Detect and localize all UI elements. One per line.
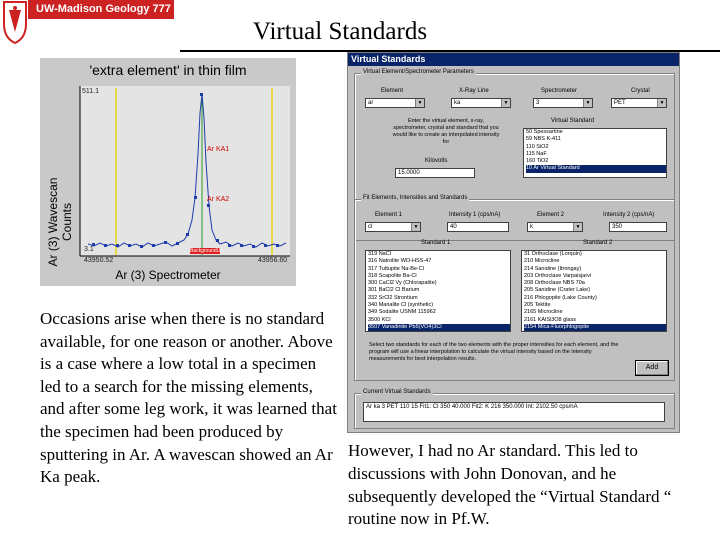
standard1-label: Standard 1 bbox=[421, 240, 451, 246]
kilovolts-input[interactable]: 15.0000 bbox=[395, 168, 475, 178]
add-button[interactable]: Add bbox=[635, 360, 669, 376]
list-item[interactable]: 160 TiO2 bbox=[526, 158, 549, 165]
wavescan-plot bbox=[40, 58, 296, 286]
list-item[interactable]: 332 SrCl2 Strontium bbox=[368, 294, 418, 301]
ytick-bottom: 3.1 bbox=[84, 246, 94, 253]
virtual-element-group-label: Virtual Element/Spectrometer Parameters bbox=[363, 69, 474, 75]
intensity1-label: Intensity 1 (cps/nA) bbox=[449, 212, 501, 218]
kilovolts-label: Kilovolts bbox=[425, 158, 448, 164]
list-item[interactable]: 340 Marialite Cl (synthetic) bbox=[368, 302, 434, 309]
list-item[interactable]: 210 Microcline bbox=[524, 258, 560, 265]
spectrometer-combo[interactable]: 3 ▼ bbox=[533, 98, 593, 108]
background-marker-label: BackgroundUp bbox=[190, 248, 224, 254]
list-item[interactable]: 50 Spessartine bbox=[526, 129, 563, 135]
list-item[interactable]: 203 Orthoclase Varpaisjarvi bbox=[524, 272, 592, 279]
standard1-list[interactable] bbox=[365, 250, 511, 332]
list-item[interactable]: 316 Natrolite WO-HSS-47 bbox=[368, 258, 432, 265]
list-item[interactable]: 2165 Microcline bbox=[524, 309, 563, 316]
list-item[interactable]: 318 Scapolite Ba-Cl bbox=[368, 272, 417, 279]
list-item[interactable]: 301 BaCl2 Cl Barium bbox=[368, 287, 420, 294]
crystal-combo[interactable]: PET ▼ bbox=[611, 98, 667, 108]
list-item[interactable]: 110 SiO2 bbox=[526, 143, 549, 150]
list-item[interactable]: 208 Orthoclase NBS 70a bbox=[524, 280, 585, 287]
list-item[interactable]: 317 Tuttupite Na-Be-Cl bbox=[368, 265, 424, 272]
intensity2-label: Intensity 2 (cps/nA) bbox=[603, 212, 655, 218]
chevron-down-icon: ▼ bbox=[501, 99, 510, 107]
left-paragraph: Occasions arise when there is no standard available, for one reason or another. Above is a case where a low total in a specimen led to a search for the missing elements, and after some leg work, it was learned that the specimen had been produced by sputtering in Ar. A wavescan showed an Ar Ka peak. bbox=[40, 309, 337, 487]
chart-xlabel: Ar (3) Spectrometer bbox=[115, 268, 221, 282]
standard2-label: Standard 2 bbox=[583, 240, 613, 246]
chart-title: 'extra element' in thin film bbox=[89, 62, 247, 78]
plot-area bbox=[80, 86, 290, 256]
list-item-selected[interactable]: 3507 Vanadinite Pb5(VO4)3Cl bbox=[368, 324, 510, 331]
course-badge: UW-Madison Geology 777 bbox=[28, 0, 174, 19]
xtick-right: 43956.60 bbox=[258, 257, 288, 264]
element1-label: Element 1 bbox=[375, 212, 403, 218]
current-virtual-standards-group bbox=[354, 389, 675, 429]
list-item[interactable]: 216 Phlogopite (Lake County) bbox=[524, 294, 597, 301]
standard2-list[interactable] bbox=[521, 250, 667, 332]
fit-elements-group-label: Fit Elements, Intensities and Standards bbox=[363, 195, 468, 201]
xray-line-label: X-Ray Line bbox=[459, 88, 489, 94]
wavescan-chart bbox=[40, 58, 296, 286]
chevron-down-icon: ▼ bbox=[573, 223, 582, 231]
list-item-selected[interactable]: 2154 Mica-Fluorphlogopite bbox=[524, 324, 666, 331]
virtual-element-description: Enter the virtual element, x-ray, spectrometer, crystal and standard that you would like to create an interpolated intensity for bbox=[392, 118, 500, 145]
xray-line-combo[interactable]: ka ▼ bbox=[451, 98, 511, 108]
spectrometer-label: Spectrometer bbox=[541, 88, 578, 94]
list-item[interactable]: 3500 KCl bbox=[368, 316, 391, 323]
right-paragraph: However, I had no Ar standard. This led to discussions with John Donovan, and he subsequently developed the “Virtual Standard “ routine now in Pf.W. bbox=[348, 441, 672, 529]
element1-combo[interactable]: cl ▼ bbox=[365, 222, 421, 232]
peak-label-ka1: Ar KA1 bbox=[207, 146, 230, 153]
intensity2-input[interactable]: 350 bbox=[609, 222, 667, 232]
crystal-label: Crystal bbox=[631, 88, 650, 94]
list-item[interactable]: Ar ka 3 PET 110 15 Fit1: Cl 350 40.000 Fit2: K 216 350.000 Int: 2102.50 cps/nA bbox=[366, 404, 578, 410]
virtual-standard-list[interactable] bbox=[523, 128, 667, 178]
list-item[interactable]: 300 CaCl2 Vy (Chlorapatite) bbox=[368, 280, 437, 287]
virtual-standards-dialog bbox=[347, 52, 680, 433]
dialog-titlebar: Virtual Standards bbox=[348, 53, 679, 66]
chevron-down-icon: ▼ bbox=[411, 223, 420, 231]
element-label: Element bbox=[381, 88, 404, 94]
list-item[interactable]: 319 NaCl bbox=[368, 251, 391, 257]
current-virtual-standards-list[interactable] bbox=[363, 402, 665, 422]
peak-label-ka2: Ar KA2 bbox=[207, 196, 230, 203]
ytick-top: 511.1 bbox=[82, 88, 99, 95]
element-combo[interactable]: ar ▼ bbox=[365, 98, 425, 108]
list-item[interactable]: 115 NaF bbox=[526, 150, 547, 157]
current-virtual-standards-label: Current Virtual Standards bbox=[363, 389, 431, 395]
list-item[interactable]: 205 Tektite bbox=[524, 302, 551, 309]
intensity1-input[interactable]: 40 bbox=[447, 222, 509, 232]
list-item[interactable]: 214 Sanidine (Itrongay) bbox=[524, 265, 582, 272]
chevron-down-icon: ▼ bbox=[415, 99, 424, 107]
element2-label: Element 2 bbox=[537, 212, 565, 218]
list-item[interactable]: 31 Orthoclase (Lorquin) bbox=[524, 251, 582, 257]
list-item[interactable]: 349 Sodalite USNM 115962 bbox=[368, 309, 436, 316]
chart-ylabel: Ar (3) Wavescan Counts bbox=[46, 177, 74, 267]
fit-elements-group bbox=[354, 195, 675, 381]
chevron-down-icon: ▼ bbox=[583, 99, 592, 107]
list-item[interactable]: 59 NBS K-411 bbox=[526, 136, 561, 143]
fit-instructions: Select two standards for each of the two elements with the proper intensities for each element, and the program will use a linear interpolation to calculate the virtual intensity based on the intensity measurements for best interpolation results. bbox=[369, 342, 619, 362]
element2-combo[interactable]: k ▼ bbox=[527, 222, 583, 232]
slide-title: Virtual Standards bbox=[252, 18, 428, 45]
xtick-left: 43950.52 bbox=[84, 257, 114, 264]
chevron-down-icon: ▼ bbox=[657, 99, 666, 107]
list-item[interactable]: 2161 KAlSi3O8 glass bbox=[524, 316, 576, 323]
list-item-selected[interactable]: 10 Ar Virtual Standard bbox=[526, 165, 666, 172]
list-item[interactable]: 205 Sanidine (Crater Lake) bbox=[524, 287, 591, 294]
virtual-standard-label: Virtual Standard bbox=[551, 118, 594, 124]
